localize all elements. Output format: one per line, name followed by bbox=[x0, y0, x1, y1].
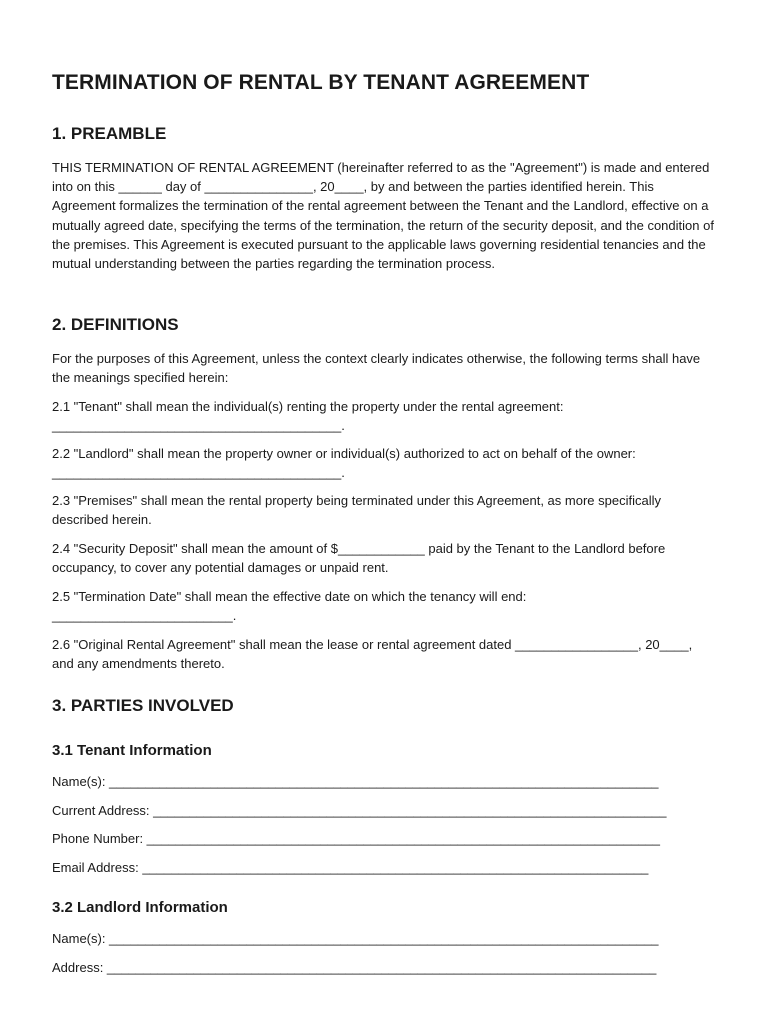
preamble-heading: 1. PREAMBLE bbox=[52, 124, 167, 143]
landlord-name-field[interactable]: Name(s): ____________________________________________________________________________ bbox=[52, 931, 659, 946]
tenant-name-field[interactable]: Name(s): ____________________________________________________________________________ bbox=[52, 774, 659, 789]
definitions-intro: For the purposes of this Agreement, unless the context clearly indicates otherwise, the following terms shall have the meanings specified herein: bbox=[52, 351, 701, 386]
document-title: TERMINATION OF RENTAL BY TENANT AGREEMENT bbox=[52, 71, 590, 94]
parties-heading: 3. PARTIES INVOLVED bbox=[52, 696, 234, 715]
definition-tenant: 2.1 "Tenant" shall mean the individual(s) renting the property under the rental agreement: ________________________________________. bbox=[52, 399, 564, 434]
landlord-info-heading: 3.2 Landlord Information bbox=[52, 899, 228, 916]
tenant-phone-field[interactable]: Phone Number: _______________________________________________________________________ bbox=[52, 831, 660, 846]
definition-original-agreement: 2.6 "Original Rental Agreement" shall mean the lease or rental agreement dated _________________, 20____, and any amendments thereto. bbox=[52, 637, 693, 672]
preamble-text: THIS TERMINATION OF RENTAL AGREEMENT (hereinafter referred to as the "Agreement") is made and entered into on this ______ day of _______________, 20____, by and between the parties identified herein. This Agreement formalizes the termination of the rental agreement between the Tenant and the Landlord, effective on a mutually agreed date, specifying the terms of the termination, the return of the security deposit, and the condition of the premises. This Agreement is executed pursuant to the applicable laws governing residential tenancies and the mutual understanding between the parties regarding the termination process. bbox=[52, 160, 714, 272]
tenant-address-field[interactable]: Current Address: _______________________________________________________________________ bbox=[52, 803, 667, 818]
tenant-email-field[interactable]: Email Address: ______________________________________________________________________ bbox=[52, 860, 649, 875]
definition-termination-date: 2.5 "Termination Date" shall mean the effective date on which the tenancy will end: _________________________. bbox=[52, 589, 527, 624]
landlord-address-field[interactable]: Address: ____________________________________________________________________________ bbox=[52, 960, 657, 975]
definitions-heading: 2. DEFINITIONS bbox=[52, 315, 179, 334]
definition-premises: 2.3 "Premises" shall mean the rental property being terminated under this Agreement, as more specifically described herein. bbox=[52, 493, 661, 528]
definition-security-deposit: 2.4 "Security Deposit" shall mean the amount of $____________ paid by the Tenant to the Landlord before occupancy, to cover any potential damages or unpaid rent. bbox=[52, 541, 666, 576]
tenant-info-heading: 3.1 Tenant Information bbox=[52, 742, 212, 759]
definition-landlord: 2.2 "Landlord" shall mean the property owner or individual(s) authorized to act on behalf of the owner: ________________________________________. bbox=[52, 446, 636, 481]
